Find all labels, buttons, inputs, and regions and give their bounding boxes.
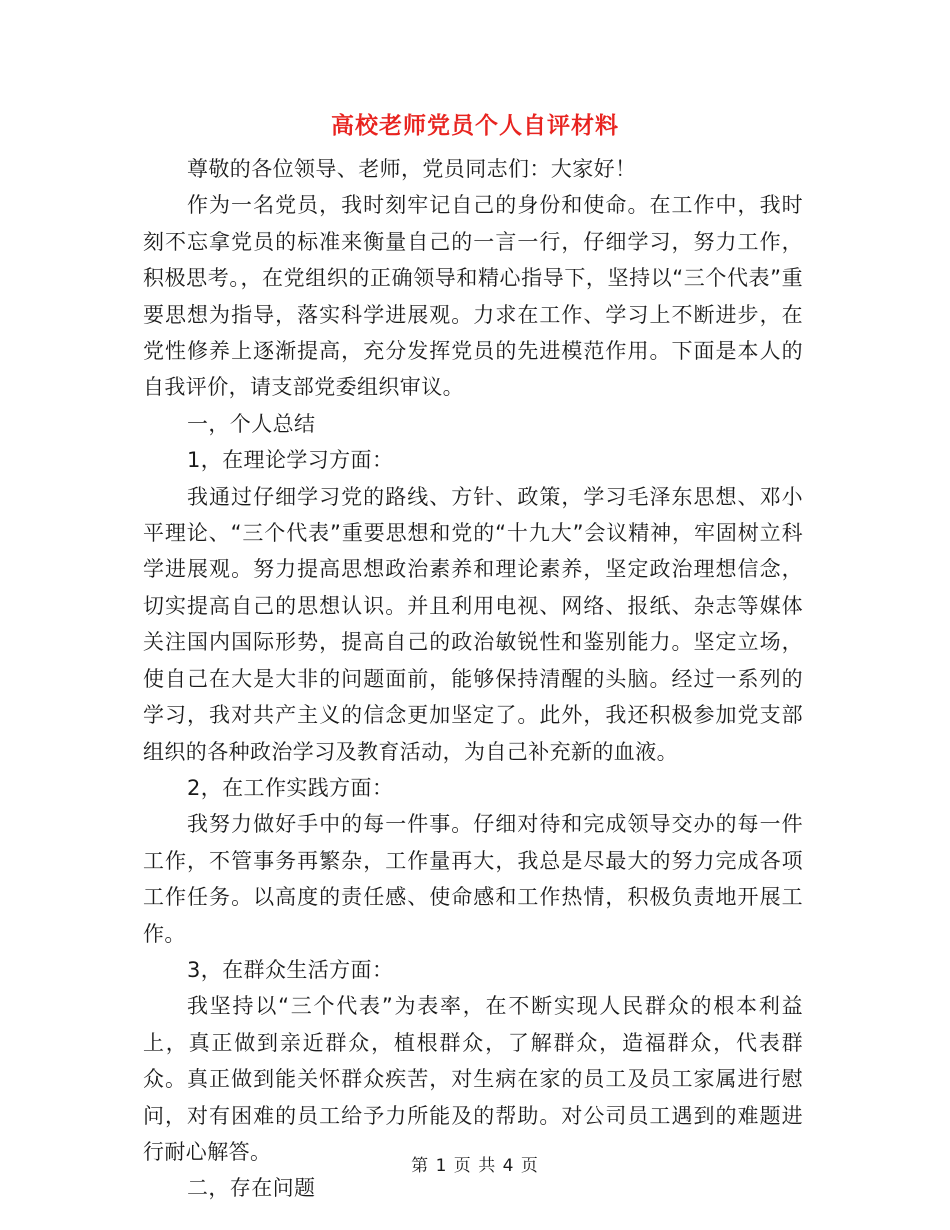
theory-study-paragraph: 我通过仔细学习党的路线、方针、政策，学习毛泽东思想、邓小平理论、“三个代表”重要思想和党的“十九大”会议精神，牢固树立科学进展观。努力提高思想政治素养和理论素养，坚定政治理想信念，切实提高自己的思想认识。并且利用电视、网络、报纸、杂志等媒体关注国内国际形势，提高自己的政治敏锐性和鉴别能力。坚定立场，使自己在大是大非的问题面前，能够保持清醒的头脑。经过一系列的学习，我对共产主义的信念更加坚定了。此外，我还积极参加党支部组织的各种政治学习及教育活动，为自己补充新的血液。 [143,484,803,764]
intro-paragraph: 作为一名党员，我时刻牢记自己的身份和使命。在工作中，我时刻不忘拿党员的标准来衡量自己的一言一行，仔细学习，努力工作，积极思考。，在党组织的正确领导和精心指导下，坚持以“三个代表”重要思想为指导，落实科学进展观。力求在工作、学习上不断进步，在党性修养上逐渐提高，充分发挥党员的先进模范作用。下面是本人的自我评价，请支部党委组织审议。 [143,193,803,400]
document-title: 高校老师党员个人自评材料 [331,113,619,139]
subheading-mass-life: 3，在群众生活方面： [187,957,394,982]
section-heading-existing-problems: 二，存在问题 [187,1176,316,1201]
page-footer [0,1154,950,1178]
work-practice-paragraph: 我努力做好手中的每一件事。仔细对待和完成领导交办的每一件工作，不管事务再繁杂，工作量再大，我总是尽最大的努力完成各项工作任务。以高度的责任感、使命感和工作热情，积极负责地开展工作。 [143,812,803,946]
greeting-paragraph: 尊敬的各位领导、老师，党员同志们：大家好！ [187,157,637,181]
subheading-theory-study: 1，在理论学习方面： [187,448,394,473]
subheading-work-practice: 2，在工作实践方面： [187,775,394,800]
page-number-label: 第 1 页 共 4 页 [411,1156,539,1176]
mass-life-paragraph: 我坚持以“三个代表”为表率，在不断实现人民群众的根本利益上，真正做到亲近群众，植根群众，了解群众，造福群众，代表群众。真正做到能关怀群众疾苦，对生病在家的员工及员工家属进行慰问，对有困难的员工给予力所能及的帮助。对公司员工遇到的难题进行耐心解答。 [143,994,803,1164]
section-heading-personal-summary: 一，个人总结 [187,411,316,436]
document-body [143,151,803,1207]
